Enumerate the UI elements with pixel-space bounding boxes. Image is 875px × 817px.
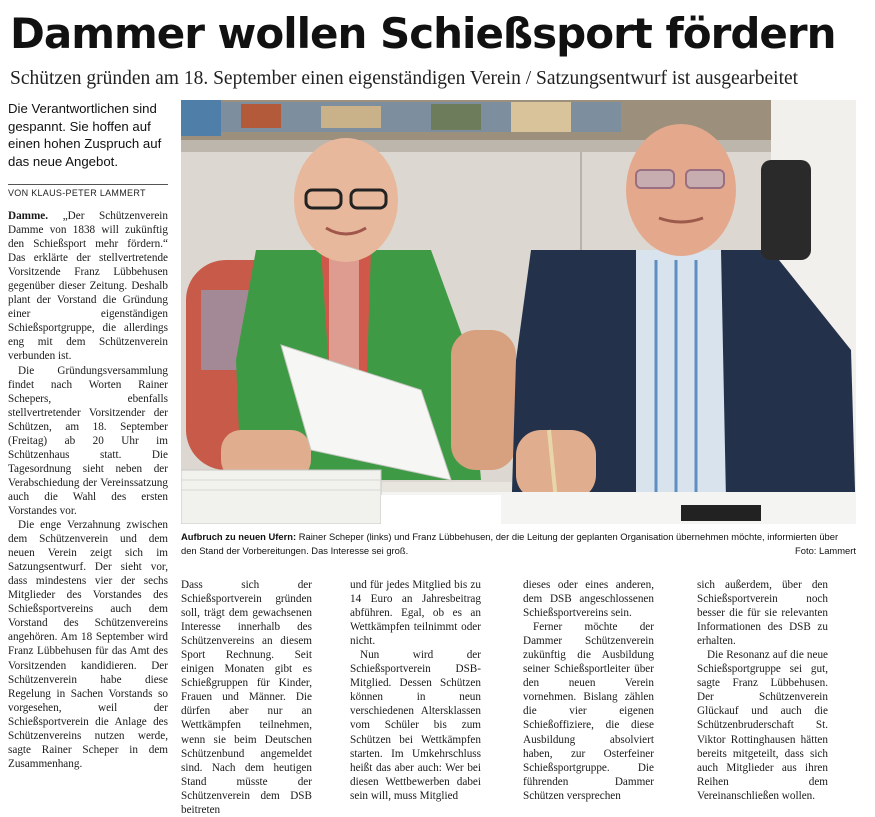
column-3-paragraph-1: dieses oder eines anderen, dem DSB angeschlossenen Schießsportvereins sein.	[523, 579, 654, 620]
byline-rule	[8, 184, 168, 185]
subheadline: Schützen gründen am 18. September einen eigenständigen Verein / Satzungsentwurf ist ausgearbeitet	[10, 68, 799, 89]
column-1-paragraph: Dass sich der Schießsportverein gründen soll, trägt dem gewachsenen Interesse innerhalb des Schützenvereins an diesem Sport Rechnung. Seit einigen Monaten gibt es Schießgruppen für Kinder, Frauen und Männer. Die dürfen aber nur an Wettkämpfen teilnehmen, wenn sie beim Deutschen Schützenbund angemeldet sind. Nach dem heutigen Stand müsste der Schützenverein dem DSB beitreten	[181, 579, 312, 816]
teaser: Die Verantwortlichen sind gespannt. Sie hoffen auf einen hohen Zuspruch auf das neue Angebot.	[8, 101, 162, 169]
paragraph-3: Die enge Verzahnung zwischen dem Schützenverein und dem neuen Verein zeigt sich im Satzungsentwurf. Der sieht vor, dass mindestens vier der sechs Mitglieder des Vorstandes des Schießsportvereins auch dem Vorstand des Schützenvereins angehören. Am 18 September wird Franz Lübbehusen für das Amt des Vorsitzenden kandidieren. Der Schützenverein habe diese Regelung in Sachen Vorstands so vorgesehen, weil der Schießsportverein die Anlage des Schützenvereins nutzen werde, sagte Rainer Scheper in dem Zusammenhang.	[8, 519, 168, 770]
byline: VON KLAUS-PETER LAMMERT	[8, 188, 146, 198]
paragraph-2: Die Gründungsversammlung findet nach Worten Rainer Schepers, ebenfalls stellvertretender Vorsitzender der Schützen, am 18. September (Freitag) ab 20 Uhr im Schützenhaus statt. Die Tagesordnung sieht neben der Verabschiedung der Vereinssatzung auch die Wahl des ersten Vorstandes vor.	[8, 364, 168, 517]
column-3-paragraph-2: Ferner möchte der Dammer Schützenverein zukünftig die Ausbildung seiner Schießsportleiter über den neuen Verein vornehmen. Bislang zählen die vier eigenen Schießoffiziere, die diese Ausbildung absolviert haben, zur Osterfeiner Schießsportgruppe. Die führenden Dammer Schützen versprechen	[523, 621, 654, 802]
column-2	[350, 578, 481, 803]
dateline-place: Damme.	[8, 210, 49, 222]
column-4-paragraph-2: Die Resonanz auf die neue Schießsportgruppe sei gut, sagte Franz Lübbehusen. Der Schützenverein Glückauf und auch die Schützenbruderschaft St. Viktor Rottinghausen hätten bereits mitgeteilt, dass sich auch Mitglieder aus ihren Reihen dem Vereinanschließen wollen.	[697, 649, 828, 802]
column-1	[181, 578, 312, 817]
caption-lead: Aufbruch zu neuen Ufern:	[181, 531, 297, 542]
column-2-paragraph-1: und für jedes Mitglied bis zu 14 Euro an Jahresbeitrag abführen. Egal, ob es an Wettkämpfen teilnimmt oder nicht.	[350, 579, 481, 648]
column-4-paragraph-1: sich außerdem, über den Schießsportverein noch besser die für sie relevanten Informationen des DSB zu erhalten.	[697, 579, 828, 648]
column-3	[523, 578, 654, 803]
column-2-paragraph-2: Nun wird der Schießsportverein DSB-Mitglied. Dessen Schützen können in neun verschiedenen Altersklassen vom Schüler bis zum Schützen bei Wettkämpfen starten. Im Umkehrschluss heißt das aber auch: Wer bei diesen Wettbewerben dabei sein will, muss Mitglied	[350, 649, 481, 802]
photo-caption	[181, 530, 856, 557]
column-4	[697, 578, 828, 803]
caption-text: Rainer Scheper (links) und Franz Lübbehusen, der die Leitung der geplanten Organisation übernehmen möchte, informierten über den Stand der Vorbereitungen. Das Interesse sei groß.	[181, 531, 839, 556]
photo-credit: Foto: Lammert	[795, 544, 856, 556]
article-photo	[181, 100, 856, 524]
headline: Dammer wollen Schießsport fördern	[10, 9, 836, 58]
left-column-text	[8, 209, 168, 771]
paragraph-1: Damme. „Der Schützenverein Damme von 1838 will zukünftig den Schießsport mehr fördern.“ Das erklärte der stellvertretende Vorsitzende Franz Lübbehusen gegenüber dieser Zeitung. Deshalb plant der Vorstand die Gründung einer eigenständigen Schießsportgruppe, die allerdings eng mit dem Schützenverein verbunden ist.	[8, 210, 168, 363]
